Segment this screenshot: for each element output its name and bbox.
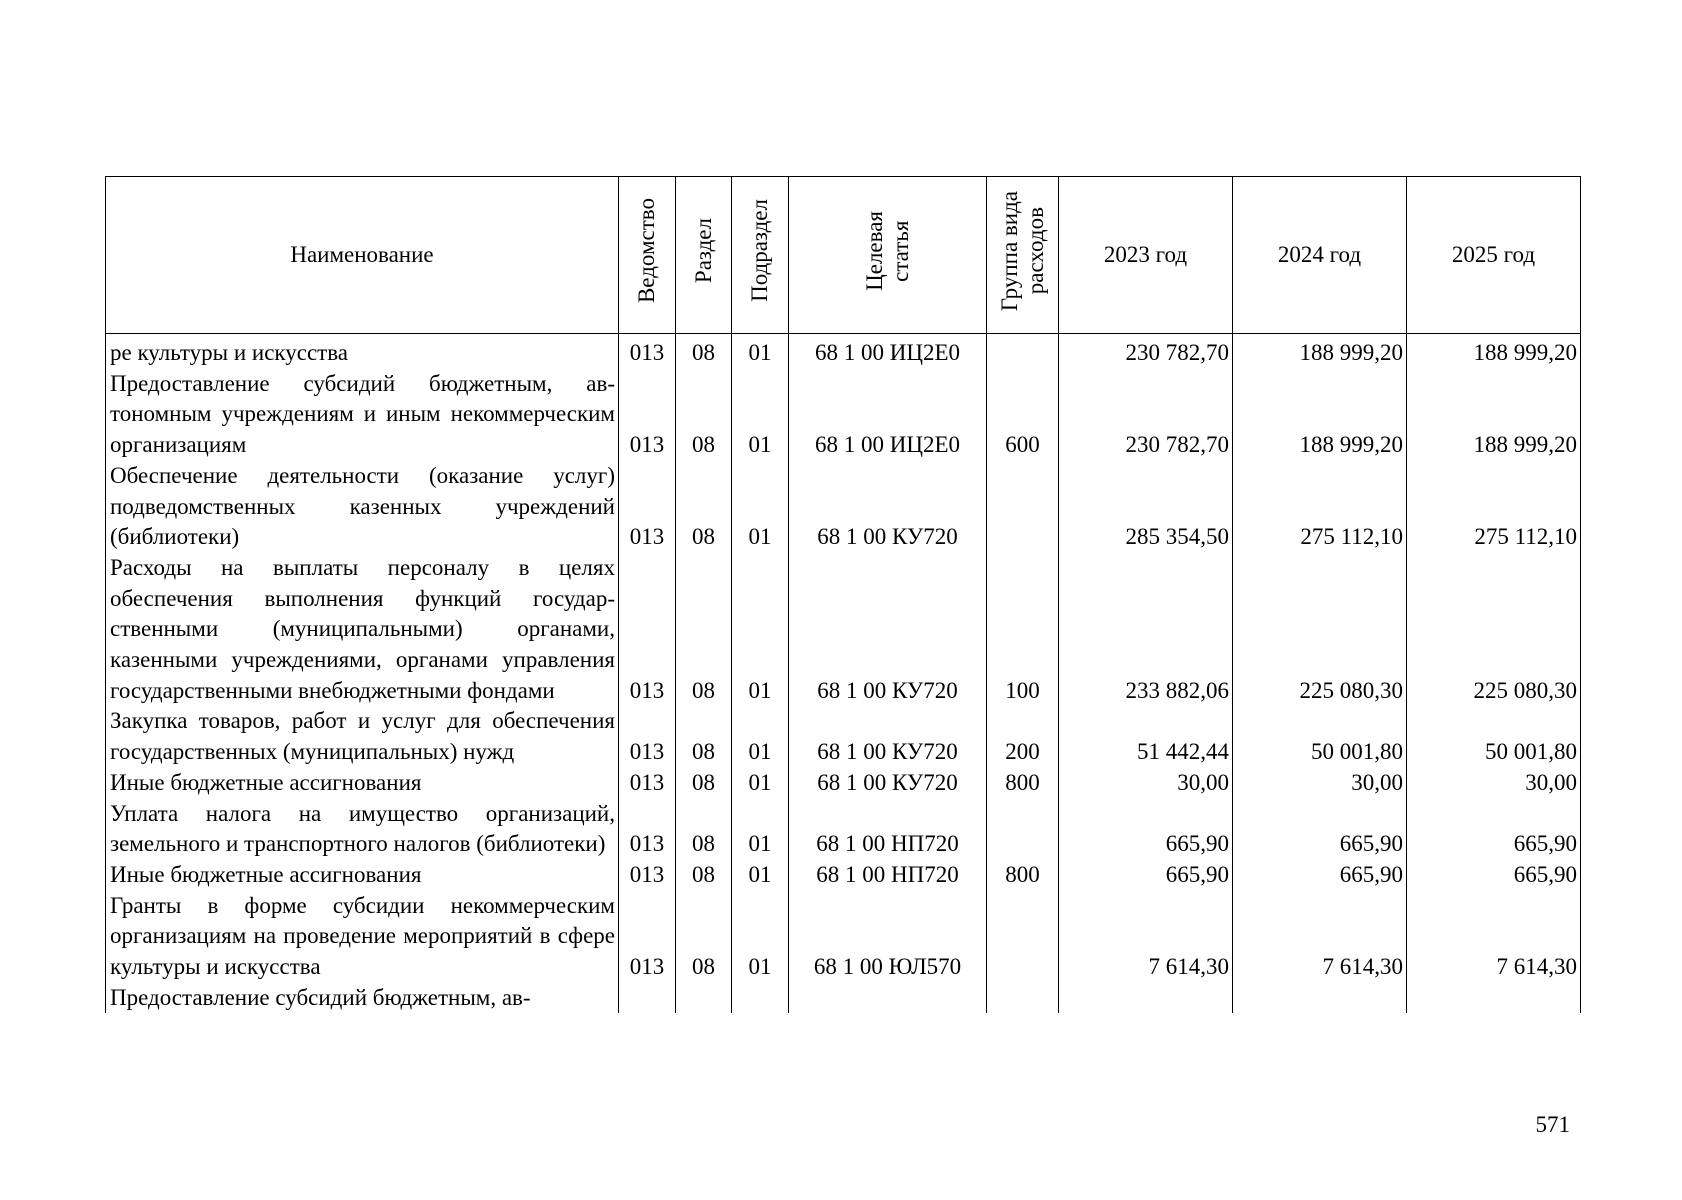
cell-2025: 275 112,10 [1407,461,1581,553]
cell-podrazdel: 01 [732,891,789,983]
cell-2024: 7 614,30 [1233,891,1407,983]
cell-celevaya-statya: 68 1 00 КУ720 [789,461,987,553]
cell-2025: 665,90 [1407,860,1581,891]
cell-celevaya-statya: 68 1 00 КУ720 [789,553,987,707]
cell-razdel: 08 [676,860,732,891]
table-row [106,461,1581,553]
cell-2023: 230 782,70 [1059,369,1233,461]
cell-name: Расходы на выплаты персоналу в целях обеспечения выполнения функций государственными (муниципальными) органами, казенными учреждениями, органами управления государственными внебюджетными фондами [106,553,619,707]
cell-name: ре культуры и искусства [106,334,619,369]
table-header [106,177,1581,334]
cell-razdel: 08 [676,706,732,767]
page-number: 571 [1535,1112,1570,1137]
cell-gruppa-vida: 200 [987,706,1059,767]
cell-2023 [1059,983,1233,1014]
cell-2023: 665,90 [1059,799,1233,860]
cell-podrazdel: 01 [732,768,789,799]
cell-celevaya-statya [789,983,987,1014]
cell-vedomstvo: 013 [619,768,676,799]
cell-podrazdel: 01 [732,799,789,860]
cell-razdel: 08 [676,461,732,553]
cell-2023: 7 614,30 [1059,891,1233,983]
cell-2024: 30,00 [1233,768,1407,799]
cell-2025: 188 999,20 [1407,369,1581,461]
cell-2024 [1233,983,1407,1014]
cell-name: Иные бюджетные ассигнования [106,768,619,799]
cell-2024: 188 999,20 [1233,334,1407,369]
cell-gruppa-vida [987,799,1059,860]
cell-2023: 30,00 [1059,768,1233,799]
cell-podrazdel [732,983,789,1014]
cell-razdel: 08 [676,369,732,461]
cell-vedomstvo: 013 [619,860,676,891]
cell-podrazdel: 01 [732,553,789,707]
table-row [106,334,1581,369]
cell-gruppa-vida [987,334,1059,369]
table-row [106,553,1581,707]
cell-2024: 665,90 [1233,799,1407,860]
cell-podrazdel: 01 [732,706,789,767]
table-row [106,799,1581,860]
cell-name: Гранты в форме субсидии некоммерческим организациям на проведение мероприятий в сфере культуры и искусства [106,891,619,983]
table-row [106,768,1581,799]
cell-name: Обеспечение деятельности (оказание услуг) подведомственных казенных учреждений (библиотеки) [106,461,619,553]
cell-razdel: 08 [676,768,732,799]
cell-gruppa-vida: 800 [987,860,1059,891]
cell-podrazdel: 01 [732,461,789,553]
header-celevaya-statya: Целевая статья [789,177,987,334]
cell-vedomstvo: 013 [619,553,676,707]
cell-2025: 7 614,30 [1407,891,1581,983]
cell-gruppa-vida [987,461,1059,553]
cell-2025 [1407,983,1581,1014]
cell-gruppa-vida [987,891,1059,983]
header-2024: 2024 год [1233,177,1407,334]
cell-2025: 225 080,30 [1407,553,1581,707]
cell-celevaya-statya: 68 1 00 ИЦ2Е0 [789,369,987,461]
header-podrazdel: Подраздел [732,177,789,334]
cell-celevaya-statya: 68 1 00 КУ720 [789,706,987,767]
cell-2023: 230 782,70 [1059,334,1233,369]
cell-name: Иные бюджетные ассигнования [106,860,619,891]
cell-razdel: 08 [676,799,732,860]
table-row [106,706,1581,767]
cell-celevaya-statya: 68 1 00 КУ720 [789,768,987,799]
cell-razdel: 08 [676,891,732,983]
budget-table [105,176,1581,1013]
cell-2024: 665,90 [1233,860,1407,891]
cell-name: Закупка товаров, работ и услуг для обеспечения государственных (муниципальных) нужд [106,706,619,767]
cell-2023: 285 354,50 [1059,461,1233,553]
table-body [106,334,1581,1014]
cell-2025: 188 999,20 [1407,334,1581,369]
cell-2024: 225 080,30 [1233,553,1407,707]
cell-vedomstvo [619,983,676,1014]
cell-vedomstvo: 013 [619,799,676,860]
cell-2025: 30,00 [1407,768,1581,799]
cell-2024: 275 112,10 [1233,461,1407,553]
cell-gruppa-vida: 600 [987,369,1059,461]
cell-celevaya-statya: 68 1 00 НП720 [789,799,987,860]
cell-2024: 50 001,80 [1233,706,1407,767]
cell-gruppa-vida: 800 [987,768,1059,799]
cell-gruppa-vida: 100 [987,553,1059,707]
cell-gruppa-vida [987,983,1059,1014]
table-row [106,891,1581,983]
cell-2023: 51 442,44 [1059,706,1233,767]
cell-celevaya-statya: 68 1 00 ИЦ2Е0 [789,334,987,369]
cell-2025: 50 001,80 [1407,706,1581,767]
cell-vedomstvo: 013 [619,891,676,983]
cell-podrazdel: 01 [732,860,789,891]
table-row [106,860,1581,891]
table-row [106,983,1581,1014]
header-razdel: Раздел [676,177,732,334]
cell-2025: 665,90 [1407,799,1581,860]
cell-razdel: 08 [676,553,732,707]
cell-vedomstvo: 013 [619,706,676,767]
cell-2023: 665,90 [1059,860,1233,891]
cell-2024: 188 999,20 [1233,369,1407,461]
header-gruppa-vida-rashodov: Группа вида расходов [987,177,1059,334]
cell-vedomstvo: 013 [619,369,676,461]
cell-2023: 233 882,06 [1059,553,1233,707]
header-2023: 2023 год [1059,177,1233,334]
cell-podrazdel: 01 [732,369,789,461]
header-2025: 2025 год [1407,177,1581,334]
cell-vedomstvo: 013 [619,461,676,553]
cell-razdel: 08 [676,334,732,369]
cell-name: Предоставление субсидий бюджетным, автономным учреждениям и иным некоммерческим организациям [106,369,619,461]
cell-name: Уплата налога на имущество организаций, земельного и транспортного налогов (библиотеки) [106,799,619,860]
header-vedomstvo: Ведомство [619,177,676,334]
cell-name: Предоставление субсидий бюджетным, ав- [106,983,619,1014]
cell-celevaya-statya: 68 1 00 НП720 [789,860,987,891]
cell-vedomstvo: 013 [619,334,676,369]
cell-razdel [676,983,732,1014]
cell-podrazdel: 01 [732,334,789,369]
table-row [106,369,1581,461]
cell-celevaya-statya: 68 1 00 ЮЛ570 [789,891,987,983]
header-name: Наименование [106,177,619,334]
